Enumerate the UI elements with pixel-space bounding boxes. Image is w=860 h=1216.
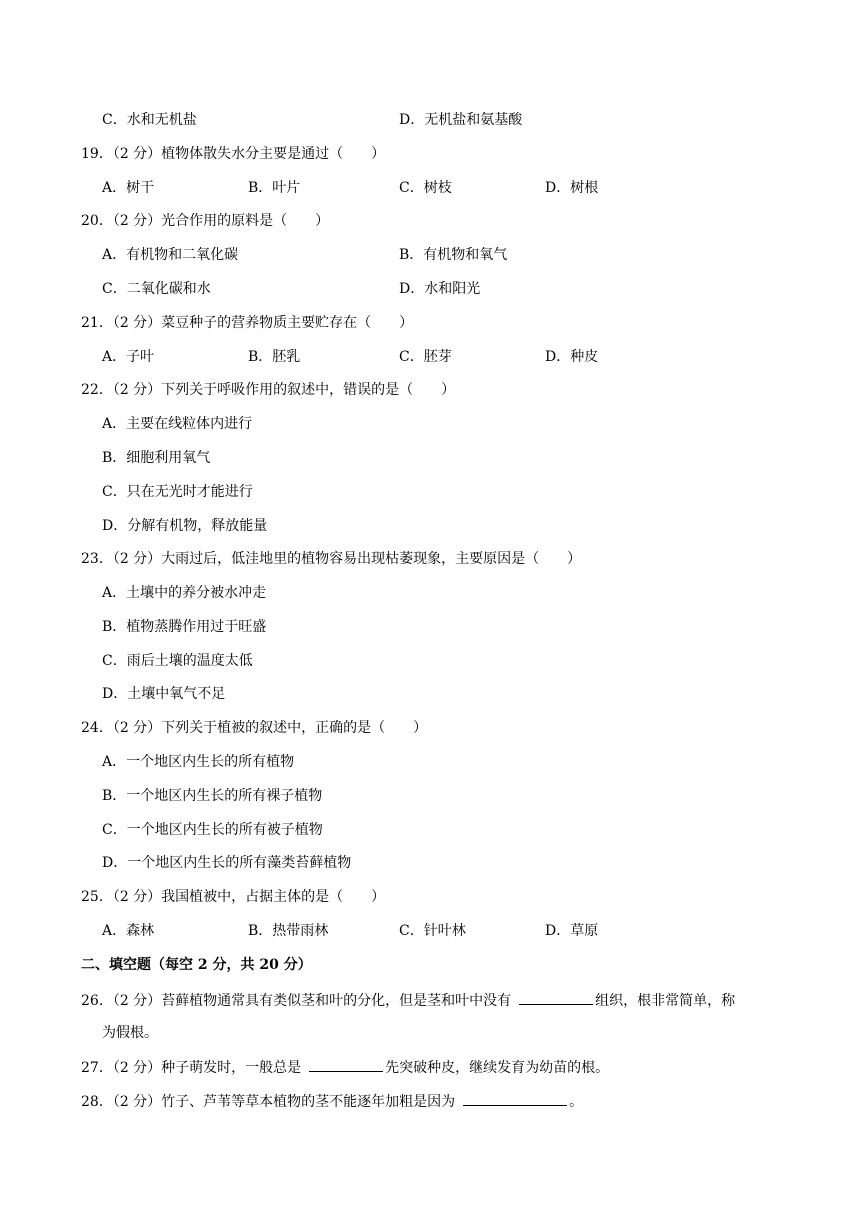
question-28-text-cont: 。 bbox=[569, 1094, 584, 1110]
option-d: D．土壤中氧气不足 bbox=[102, 686, 226, 702]
question-27-text: 27．（2 分）种子萌发时，一般总是 bbox=[81, 1060, 302, 1076]
option-b: B．叶片 bbox=[248, 180, 301, 196]
option-a: A．树干 bbox=[102, 180, 155, 196]
option-b: B．植物蒸腾作用过于旺盛 bbox=[102, 619, 267, 635]
option-a: A．森林 bbox=[102, 923, 155, 939]
question-27 bbox=[81, 1057, 609, 1075]
question-19-stem: 19．（2 分）植物体散失水分主要是通过（ ） bbox=[81, 146, 386, 162]
option-d: D．种皮 bbox=[545, 349, 599, 365]
option-d: D．树根 bbox=[545, 180, 599, 196]
option-c: C．二氧化碳和水 bbox=[102, 281, 211, 297]
question-28-text: 28．（2 分）竹子、芦苇等草本植物的茎不能逐年加粗是因为 bbox=[81, 1094, 456, 1110]
option-d: D．草原 bbox=[545, 923, 599, 939]
option-a: A．一个地区内生长的所有植物 bbox=[102, 754, 295, 770]
option-a: A．子叶 bbox=[102, 349, 155, 365]
question-28 bbox=[81, 1091, 583, 1109]
option-a: A．主要在线粒体内进行 bbox=[102, 416, 253, 432]
option-b: B．一个地区内生长的所有裸子植物 bbox=[102, 788, 323, 804]
option-a: A．有机物和二氧化碳 bbox=[102, 247, 239, 263]
question-27-text-cont: 先突破种皮，继续发育为幼苗的根。 bbox=[385, 1060, 610, 1076]
question-24-stem: 24．（2 分）下列关于植被的叙述中，正确的是（ ） bbox=[81, 720, 428, 736]
option-c: C．胚芽 bbox=[399, 349, 452, 365]
option-c: C．雨后土壤的温度太低 bbox=[102, 653, 253, 669]
question-26 bbox=[81, 990, 735, 1008]
question-25-stem: 25．（2 分）我国植被中，占据主体的是（ ） bbox=[81, 889, 386, 905]
option-c: C．针叶林 bbox=[399, 923, 466, 939]
question-22-stem: 22．（2 分）下列关于呼吸作用的叙述中，错误的是（ ） bbox=[81, 382, 456, 398]
option-c: C．树枝 bbox=[399, 180, 452, 196]
answer-blank bbox=[519, 990, 593, 1005]
option-b: B．细胞利用氧气 bbox=[102, 450, 211, 466]
option-a: A．土壤中的养分被水冲走 bbox=[102, 585, 267, 601]
option-d: D．水和阳光 bbox=[399, 281, 481, 297]
option-b: B．有机物和氧气 bbox=[399, 247, 508, 263]
option-d: D．分解有机物，释放能量 bbox=[102, 518, 268, 534]
option-c: C．水和无机盐 bbox=[102, 112, 197, 128]
option-d: D．一个地区内生长的所有藻类苔藓植物 bbox=[102, 855, 352, 871]
answer-blank bbox=[309, 1057, 383, 1072]
question-26-text: 26．（2 分）苔藓植物通常具有类似茎和叶的分化，但是茎和叶中没有 bbox=[81, 993, 512, 1009]
option-b: B．胚乳 bbox=[248, 349, 301, 365]
section-heading: 二、填空题（每空 2 分，共 20 分） bbox=[81, 957, 312, 973]
question-23-stem: 23．（2 分）大雨过后，低洼地里的植物容易出现枯萎现象，主要原因是（ ） bbox=[81, 551, 582, 567]
question-20-stem: 20．（2 分）光合作用的原料是（ ） bbox=[81, 213, 330, 229]
option-d: D．无机盐和氨基酸 bbox=[399, 112, 523, 128]
answer-blank bbox=[463, 1091, 567, 1106]
option-c: C．只在无光时才能进行 bbox=[102, 484, 253, 500]
question-26-wrap: 为假根。 bbox=[102, 1025, 158, 1041]
question-21-stem: 21．（2 分）菜豆种子的营养物质主要贮存在（ ） bbox=[81, 315, 414, 331]
option-b: B．热带雨林 bbox=[248, 923, 329, 939]
option-c: C．一个地区内生长的所有被子植物 bbox=[102, 822, 323, 838]
question-26-text-cont: 组织，根非常简单，称 bbox=[595, 993, 736, 1009]
